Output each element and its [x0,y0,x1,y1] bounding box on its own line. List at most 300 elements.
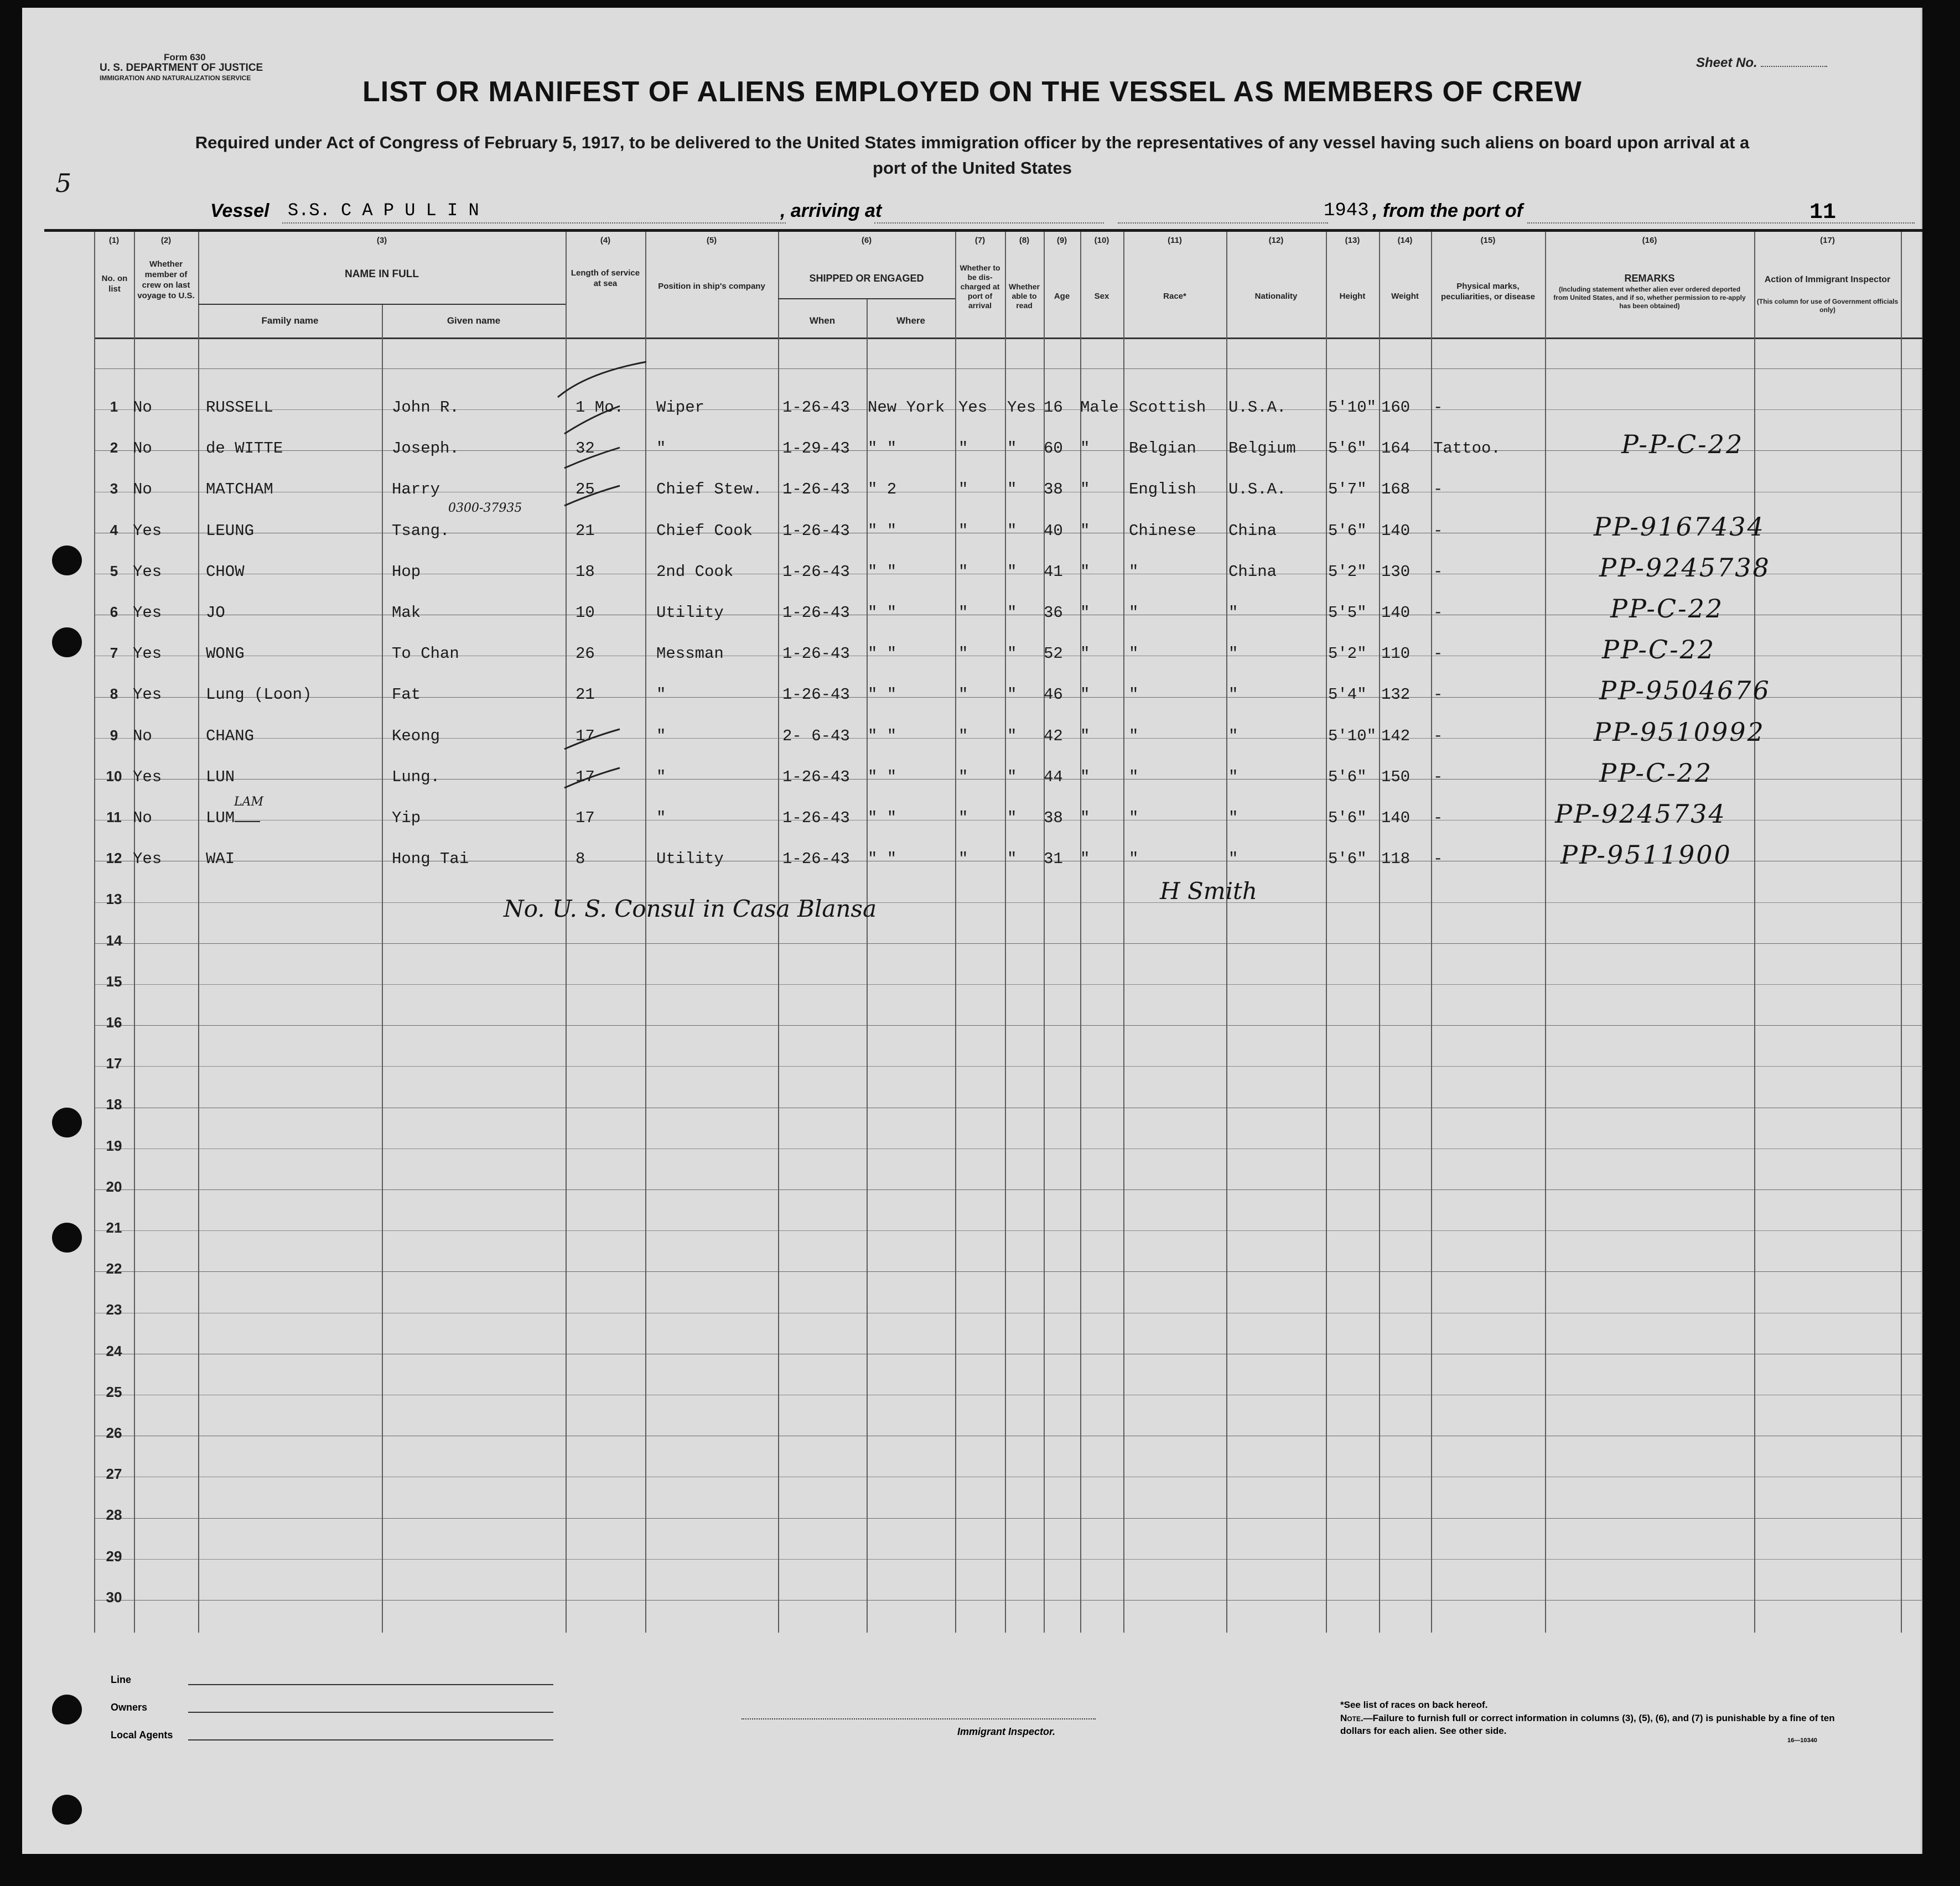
header-able-read: Whether able to read [1009,282,1040,310]
given-name-cell: Joseph. [392,439,459,458]
remark-handwritten: PP-9245738 [1599,553,1771,583]
row-number: 1 [110,398,118,415]
shipped-when-cell: 1-26-43 [782,850,850,868]
given-name-cell: Keong [392,727,440,745]
physical-marks-cell: - [1433,768,1443,786]
weight-cell: 140 [1381,604,1411,622]
consul-note: No. U. S. Consul in Casa Blansa [504,895,877,922]
nationality-cell: U.S.A. [1228,398,1287,417]
member-status-cell: Yes [133,850,162,868]
header-nationality: Nationality [1254,292,1298,301]
row-line [94,1271,1923,1272]
page-title: LIST OR MANIFEST OF ALIENS EMPLOYED ON THE VESSEL AS MEMBERS OF CREW [362,76,1582,108]
strike-through [235,821,260,822]
physical-marks-cell: - [1433,850,1443,868]
physical-marks-cell: - [1433,563,1443,581]
weight-cell: 132 [1381,685,1411,704]
header-where: Where [896,315,925,326]
header-weight: Weight [1391,292,1419,301]
row-line [94,902,1923,903]
weight-cell: 160 [1381,398,1411,417]
given-name-cell: Mak [392,604,421,622]
row-line [94,1559,1923,1560]
shipped-where-cell: " " [868,604,897,622]
row-number: 27 [106,1466,122,1482]
row-number: 5 [110,563,118,579]
col-divider [1326,232,1327,1633]
member-status-cell: Yes [133,645,162,663]
race-cell: " [1129,809,1139,827]
row-number: 16 [106,1014,122,1031]
position-cell: Chief Cook [656,522,753,540]
family-name-cell: CHOW [206,563,245,581]
row-line [94,1025,1923,1026]
row-number: 8 [110,685,118,702]
able-to-read-cell: " [1007,604,1017,622]
col-divider [1123,232,1124,1633]
row-number: 22 [106,1260,122,1277]
height-cell: 5'2" [1328,645,1367,663]
tick-mark [564,768,620,788]
nationality-cell: " [1228,768,1238,786]
height-cell: 5'6" [1328,439,1367,458]
family-name-cell: LEUNG [206,522,255,540]
sex-cell: " [1080,645,1090,663]
weight-cell: 164 [1381,439,1411,458]
row-number: 6 [110,604,118,620]
weight-cell: 130 [1381,563,1411,581]
discharged-cell: " [958,522,968,540]
given-name-cell: John R. [392,398,459,417]
row-number: 2 [110,439,118,456]
shipped-where-cell: " " [868,563,897,581]
position-cell: 2nd Cook [656,563,734,581]
race-cell: Scottish [1129,398,1206,417]
member-status-cell: No [133,809,152,827]
physical-marks-cell: - [1433,809,1443,827]
nationality-cell: U.S.A. [1228,480,1287,498]
discharged-cell: " [958,604,968,622]
sex-cell: " [1080,522,1090,540]
header-remarks: REMARKS [1624,273,1675,284]
department-name: U. S. DEPARTMENT OF JUSTICE [100,62,263,74]
family-name-cell: LUM [206,809,235,827]
col-divider [94,232,95,1633]
row-number: 7 [110,645,118,661]
able-to-read-cell: " [1007,768,1017,786]
manifest-year: 1943 [1324,200,1369,221]
row-line [94,1600,1923,1601]
age-cell: 44 [1044,768,1063,786]
able-to-read-cell: " [1007,685,1017,704]
inspector-signature: H Smith [1160,877,1257,905]
header-sex: Sex [1094,292,1109,301]
col-divider [1379,232,1380,1633]
shipped-when-cell: 1-29-43 [782,439,850,458]
position-cell: Utility [656,604,724,622]
given-name-cell: Fat [392,685,421,704]
shipped-when-cell: 1-26-43 [782,480,850,498]
physical-marks-cell: - [1433,727,1443,745]
header-action-note: (This column for use of Government officials only) [1756,298,1899,314]
age-cell: 16 [1044,398,1063,417]
row-number: 21 [106,1219,122,1236]
shipped-when-cell: 1-26-43 [782,768,850,786]
position-cell: " [656,809,666,827]
row-number: 18 [106,1096,122,1113]
row-number: 10 [106,768,122,784]
shipped-when-cell: 1-26-43 [782,398,850,417]
discharged-cell: " [958,439,968,458]
position-cell: Wiper [656,398,705,417]
position-cell: Messman [656,645,724,663]
col-number: (10) [1094,236,1109,245]
age-cell: 38 [1044,480,1063,498]
row-number: 15 [106,973,122,990]
weight-cell: 142 [1381,727,1411,745]
col-divider [1901,232,1902,1633]
shipped-where-cell: " " [868,850,897,868]
able-to-read-cell: Yes [1007,398,1036,417]
col-number: (6) [861,236,872,245]
height-cell: 5'5" [1328,604,1367,622]
given-name-cell: Hong Tai [392,850,469,868]
age-cell: 46 [1044,685,1063,704]
header-shipped: SHIPPED OR ENGAGED [809,273,924,284]
position-cell: " [656,727,666,745]
col-divider [955,232,956,1633]
age-cell: 41 [1044,563,1063,581]
note-text: —Failure to furnish full or correct information in columns (3), (5), (6), and (7) is punishable by a fine of ten dollars for each alien. See other side. [1340,1713,1835,1736]
member-status-cell: Yes [133,563,162,581]
row-line [94,1230,1923,1231]
row-line [94,1189,1923,1190]
row-number: 20 [106,1178,122,1195]
col-number: (4) [600,236,611,245]
race-cell: " [1129,768,1139,786]
sex-cell: " [1080,768,1090,786]
col-number: (2) [160,236,172,245]
position-cell: " [656,685,666,704]
weight-cell: 168 [1381,480,1411,498]
header-discharged: Whether to be dis-charged at port of arrival [960,263,1000,310]
punch-hole [52,1223,82,1253]
col-number: (15) [1480,236,1496,245]
row-number: 19 [106,1137,122,1154]
punch-hole [52,1795,82,1825]
footer-rule [742,1718,1096,1719]
col-number: (9) [1056,236,1067,245]
note-label: Note. [1340,1713,1363,1723]
given-name-annotation: 0300-37935 [448,501,522,515]
tick-mark [558,362,646,397]
col-number: (11) [1168,236,1182,245]
row-line [94,1066,1923,1067]
row-number: 11 [106,809,122,825]
race-cell: " [1129,727,1139,745]
height-cell: 5'6" [1328,768,1367,786]
footer-owners-label: Owners [111,1702,148,1713]
col-divider [1545,232,1546,1633]
shipped-where-cell: " " [868,768,897,786]
shipped-when-cell: 2- 6-43 [782,727,850,745]
service-length-cell: 21 [575,522,595,540]
remark-handwritten: PP-9245734 [1555,799,1726,829]
height-cell: 5'10" [1328,398,1377,417]
position-cell: " [656,439,666,458]
footer-rule [188,1684,553,1685]
tick-mark [564,729,620,749]
discharged-cell: " [958,645,968,663]
row-number: 17 [106,1055,122,1072]
height-cell: 5'2" [1328,563,1367,581]
footer-rule [188,1739,553,1740]
footer-rule [188,1712,553,1713]
form-number: Form 630 [164,52,206,63]
sheet-label-text: Sheet No. [1696,55,1757,70]
position-cell: Utility [656,850,724,868]
member-status-cell: No [133,398,152,417]
shipped-where-cell: " " [868,439,897,458]
nationality-cell: " [1228,727,1238,745]
member-status-cell: Yes [133,768,162,786]
col-divider [1754,232,1755,1633]
shipped-when-cell: 1-26-43 [782,604,850,622]
family-name-cell: JO [206,604,225,622]
row-number: 30 [106,1589,122,1606]
shipped-where-cell: " " [868,727,897,745]
service-length-cell: 25 [575,480,595,498]
discharged-cell: " [958,563,968,581]
family-name-cell: CHANG [206,727,255,745]
height-cell: 5'6" [1328,522,1367,540]
sex-cell: " [1080,727,1090,745]
shipped-where-cell: " 2 [868,480,897,498]
row-number: 9 [110,727,118,744]
physical-marks-cell: - [1433,645,1443,663]
tick-mark [564,406,620,434]
able-to-read-cell: " [1007,563,1017,581]
member-status-cell: No [133,439,152,458]
member-status-cell: Yes [133,685,162,704]
member-status-cell: No [133,727,152,745]
height-cell: 5'10" [1328,727,1377,745]
row-line [94,1518,1923,1519]
shipped-where-cell: " " [868,645,897,663]
able-to-read-cell: " [1007,522,1017,540]
discharged-cell: " [958,480,968,498]
service-name: IMMIGRATION AND NATURALIZATION SERVICE [100,74,251,82]
header-action: Action of Immigrant Inspector [1764,275,1891,284]
discharged-cell: Yes [958,398,988,417]
shipped-when-cell: 1-26-43 [782,563,850,581]
shipped-where-cell: New York [868,398,945,417]
col-divider [1431,232,1432,1633]
remark-handwritten: PP-9504676 [1599,676,1771,705]
remark-handwritten: PP-C-22 [1602,635,1716,664]
family-name-cell: WAI [206,850,235,868]
footer-code: 16—10340 [1787,1737,1817,1744]
shipped-when-cell: 1-26-43 [782,809,850,827]
col-number: (12) [1268,236,1284,245]
service-length-cell: 18 [575,563,595,581]
discharged-cell: " [958,768,968,786]
row-number: 14 [106,932,122,949]
physical-marks-cell: - [1433,398,1443,417]
table-top-rule [44,229,1922,232]
member-status-cell: Yes [133,604,162,622]
age-cell: 40 [1044,522,1063,540]
height-cell: 5'7" [1328,480,1367,498]
col-number: (17) [1820,236,1835,245]
given-name-cell: Harry [392,480,440,498]
service-length-cell: 10 [575,604,595,622]
service-length-cell: 17 [575,809,595,827]
vessel-line [210,198,1870,226]
given-name-cell: To Chan [392,645,459,663]
col-number: (14) [1397,236,1413,245]
col-number: (8) [1019,236,1030,245]
able-to-read-cell: " [1007,480,1017,498]
sheet-number-label [1696,55,1827,71]
punch-hole [52,1108,82,1137]
vessel-name: S.S. C A P U L I N [288,200,479,221]
col-number: (5) [706,236,717,245]
header-when: When [809,315,836,326]
row-number: 25 [106,1384,122,1400]
col-number: (7) [974,236,986,245]
age-cell: 60 [1044,439,1063,458]
able-to-read-cell: " [1007,727,1017,745]
header-length-service: Length of service at sea [571,268,640,288]
nationality-cell: China [1228,522,1277,540]
row-line [94,943,1923,944]
col-number: (13) [1345,236,1360,245]
able-to-read-cell: " [1007,809,1017,827]
service-length-cell: 8 [575,850,585,868]
header-bottom-rule [94,337,1923,339]
remark-handwritten: PP-9167434 [1594,512,1765,542]
service-length-cell: 32 [575,439,595,458]
shipped-when-cell: 1-26-43 [782,685,850,704]
row-number: 13 [106,891,122,907]
header-physical-marks: Physical marks, peculiarities, or disease [1440,282,1536,302]
shipped-where-cell: " " [868,685,897,704]
nationality-cell: China [1228,563,1277,581]
footer-line-label: Line [111,1674,132,1685]
punch-hole [52,627,82,657]
age-cell: 31 [1044,850,1063,868]
position-cell: Chief Stew. [656,480,763,498]
header-height: Height [1339,292,1366,301]
shipped-header-rule [778,298,955,299]
sex-cell: " [1080,604,1090,622]
family-name-cell: RUSSELL [206,398,273,417]
weight-cell: 118 [1381,850,1411,868]
shipped-when-cell: 1-26-43 [782,645,850,663]
given-name-cell: Hop [392,563,421,581]
service-length-cell: 21 [575,685,595,704]
col-divider [198,232,199,1633]
weight-cell: 140 [1381,809,1411,827]
given-name-cell: Yip [392,809,421,827]
nationality-cell: Belgium [1228,439,1296,458]
weight-cell: 140 [1381,522,1411,540]
service-length-cell: 17 [575,727,595,745]
footer-penalty-note [1340,1712,1849,1737]
footer-agents-label: Local Agents [111,1729,173,1740]
remark-handwritten: PP-9511900 [1560,840,1732,870]
col-divider [1226,232,1227,1633]
race-cell: " [1129,645,1139,663]
row-number: 24 [106,1343,122,1359]
physical-marks-cell: - [1433,685,1443,704]
family-name-cell: WONG [206,645,245,663]
service-length-cell: 26 [575,645,595,663]
row-number: 12 [106,850,122,866]
nationality-cell: " [1228,685,1238,704]
header-position: Position in ship's company [658,282,765,291]
subtitle-line-1: Required under Act of Congress of February 5, 1917, to be delivered to the United States immigration officer by the representatives of any vessel having such aliens on board upon arrival at a [195,133,1750,152]
tick-mark [564,448,620,468]
name-header-rule [198,304,566,305]
header-member-last-voyage: Whether member of crew on last voyage to U.S. [137,259,195,300]
age-cell: 52 [1044,645,1063,663]
remark-handwritten: P-P-C-22 [1621,429,1744,459]
height-cell: 5'4" [1328,685,1367,704]
row-number: 26 [106,1425,122,1441]
physical-marks-cell: - [1433,480,1443,498]
from-port-label: , from the port of [1372,200,1523,221]
nationality-cell: " [1228,604,1238,622]
family-name-cell: de WITTE [206,439,283,458]
margin-mark: 5 [55,168,72,198]
arriving-label: , arriving at [780,200,882,221]
discharged-cell: " [958,809,968,827]
sex-cell: " [1080,850,1090,868]
row-number: 23 [106,1301,122,1318]
header-name-in-full: NAME IN FULL [344,268,419,280]
col-number: (1) [108,236,120,245]
row-number: 4 [110,522,118,538]
able-to-read-cell: " [1007,439,1017,458]
race-cell: English [1129,480,1196,498]
weight-cell: 150 [1381,768,1411,786]
col-number: (16) [1642,236,1657,245]
row-number: 28 [106,1506,122,1523]
punch-hole [52,545,82,575]
header-family-name: Family name [261,315,319,326]
sex-cell: " [1080,480,1090,498]
family-name-cell: LUN [206,768,235,786]
sex-cell: " [1080,809,1090,827]
row-line [94,368,1923,369]
service-length-cell: 1 Mo. [575,398,624,417]
shipped-where-cell: " " [868,809,897,827]
tick-mark [564,486,620,506]
race-cell: " [1129,563,1139,581]
race-cell: " [1129,850,1139,868]
header-given-name: Given name [447,315,501,326]
row-number: 29 [106,1548,122,1565]
header-no-on-list: No. on list [101,274,128,294]
footer-inspector-label: Immigrant Inspector. [957,1726,1056,1737]
header-race: Race* [1163,292,1186,301]
remark-handwritten: PP-9510992 [1594,717,1765,747]
vessel-label: Vessel [210,200,269,221]
service-length-cell: 17 [575,768,595,786]
row-line [94,984,1923,985]
